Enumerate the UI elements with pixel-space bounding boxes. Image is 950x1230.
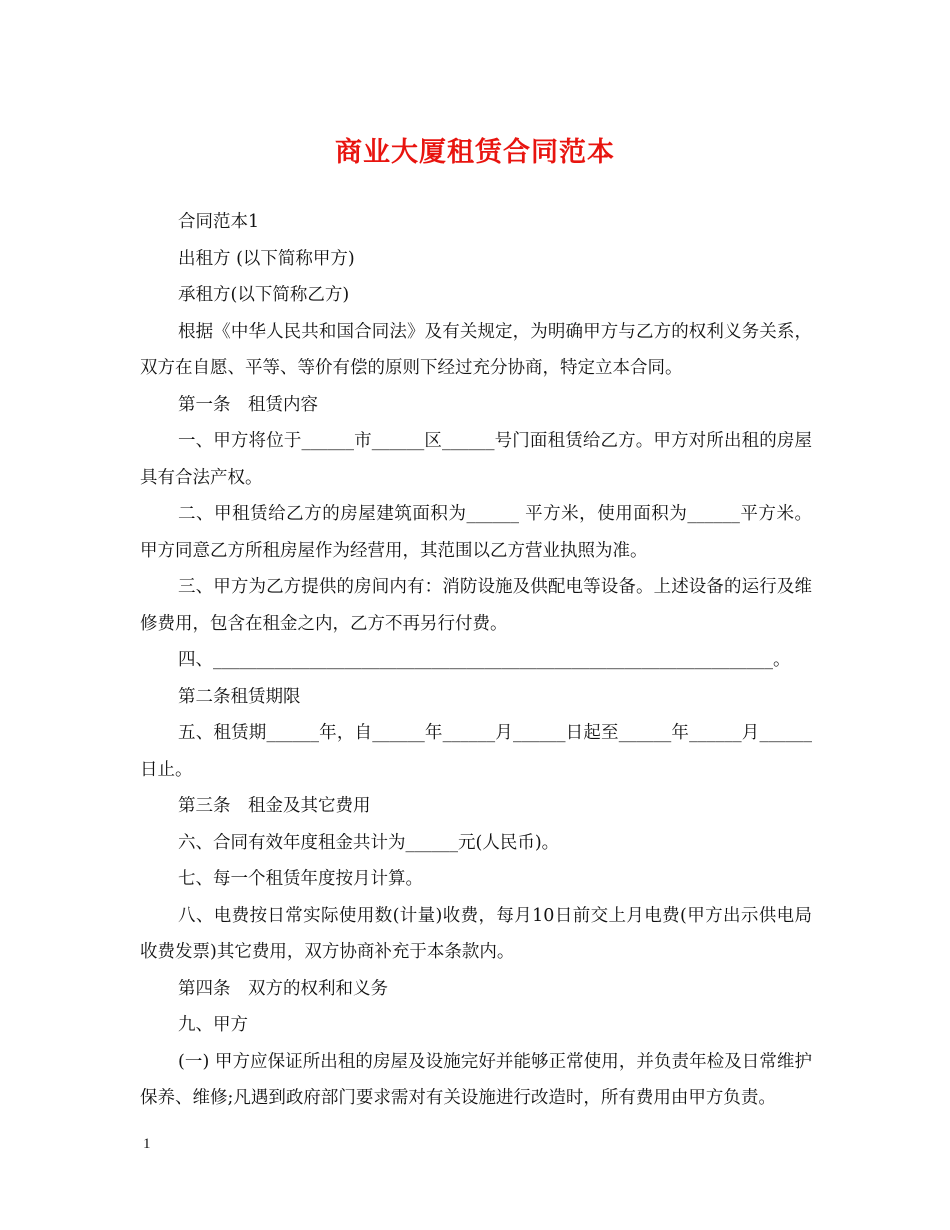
page-number: 1 [143,1136,151,1152]
paragraph-preamble: 根据《中华人民共和国合同法》及有关规定，为明确甲方与乙方的权利义务关系，双方在自愿、平等、等价有偿的原则下经过充分协商，特定立本合同。 [140,321,812,378]
article-3-heading: 第三条 租金及其它费用 [178,796,371,816]
clause-5: 五、租赁期______年，自______年______月______日起至______年______月______日止。 [140,723,812,780]
clause-6: 六、合同有效年度租金共计为______元(人民币)。 [178,832,560,853]
article-4-heading: 第四条 双方的权利和义务 [178,978,388,999]
document-body [140,204,812,1117]
clause-9-item-1: (一) 甲方应保证所出租的房屋及设施完好并能够正常使用，并负责年检及日常维护保养、维修;凡遇到政府部门要求需对有关设施进行改造时，所有费用由甲方负责。 [140,1051,812,1108]
document-title: 商业大厦租赁合同范本 [335,137,615,168]
clause-9: 九、甲方 [178,1015,248,1035]
clause-8: 八、电费按日常实际使用数(计量)收费，每月10日前交上月电费(甲方出示供电局收费发票)其它费用，双方协商补充于本条款内。 [140,905,812,962]
article-2-heading: 第二条租赁期限 [178,686,301,707]
paragraph-lessee: 承租方(以下简称乙方) [178,285,350,305]
paragraph-contract-template-label: 合同范本1 [178,212,260,232]
clause-3: 三、甲方为乙方提供的房间内有：消防设施及供配电等设备。上述设备的运行及维修费用，包含在租金之内，乙方不再另行付费。 [140,577,812,634]
clause-7: 七、每一个租赁年度按月计算。 [178,869,423,889]
article-1-heading: 第一条 租赁内容 [178,394,318,415]
paragraph-lessor: 出租方 (以下简称甲方) [178,248,355,269]
clause-2: 二、甲租赁给乙方的房屋建筑面积为______ 平方米，使用面积为______平方米。甲方同意乙方所租房屋作为经营用，其范围以乙方营业执照为准。 [140,504,812,561]
clause-4: 四、________________________________________________________________。 [178,650,791,670]
clause-1: 一、甲方将位于______市______区______号门面租赁给乙方。甲方对所出租的房屋具有合法产权。 [140,431,812,488]
